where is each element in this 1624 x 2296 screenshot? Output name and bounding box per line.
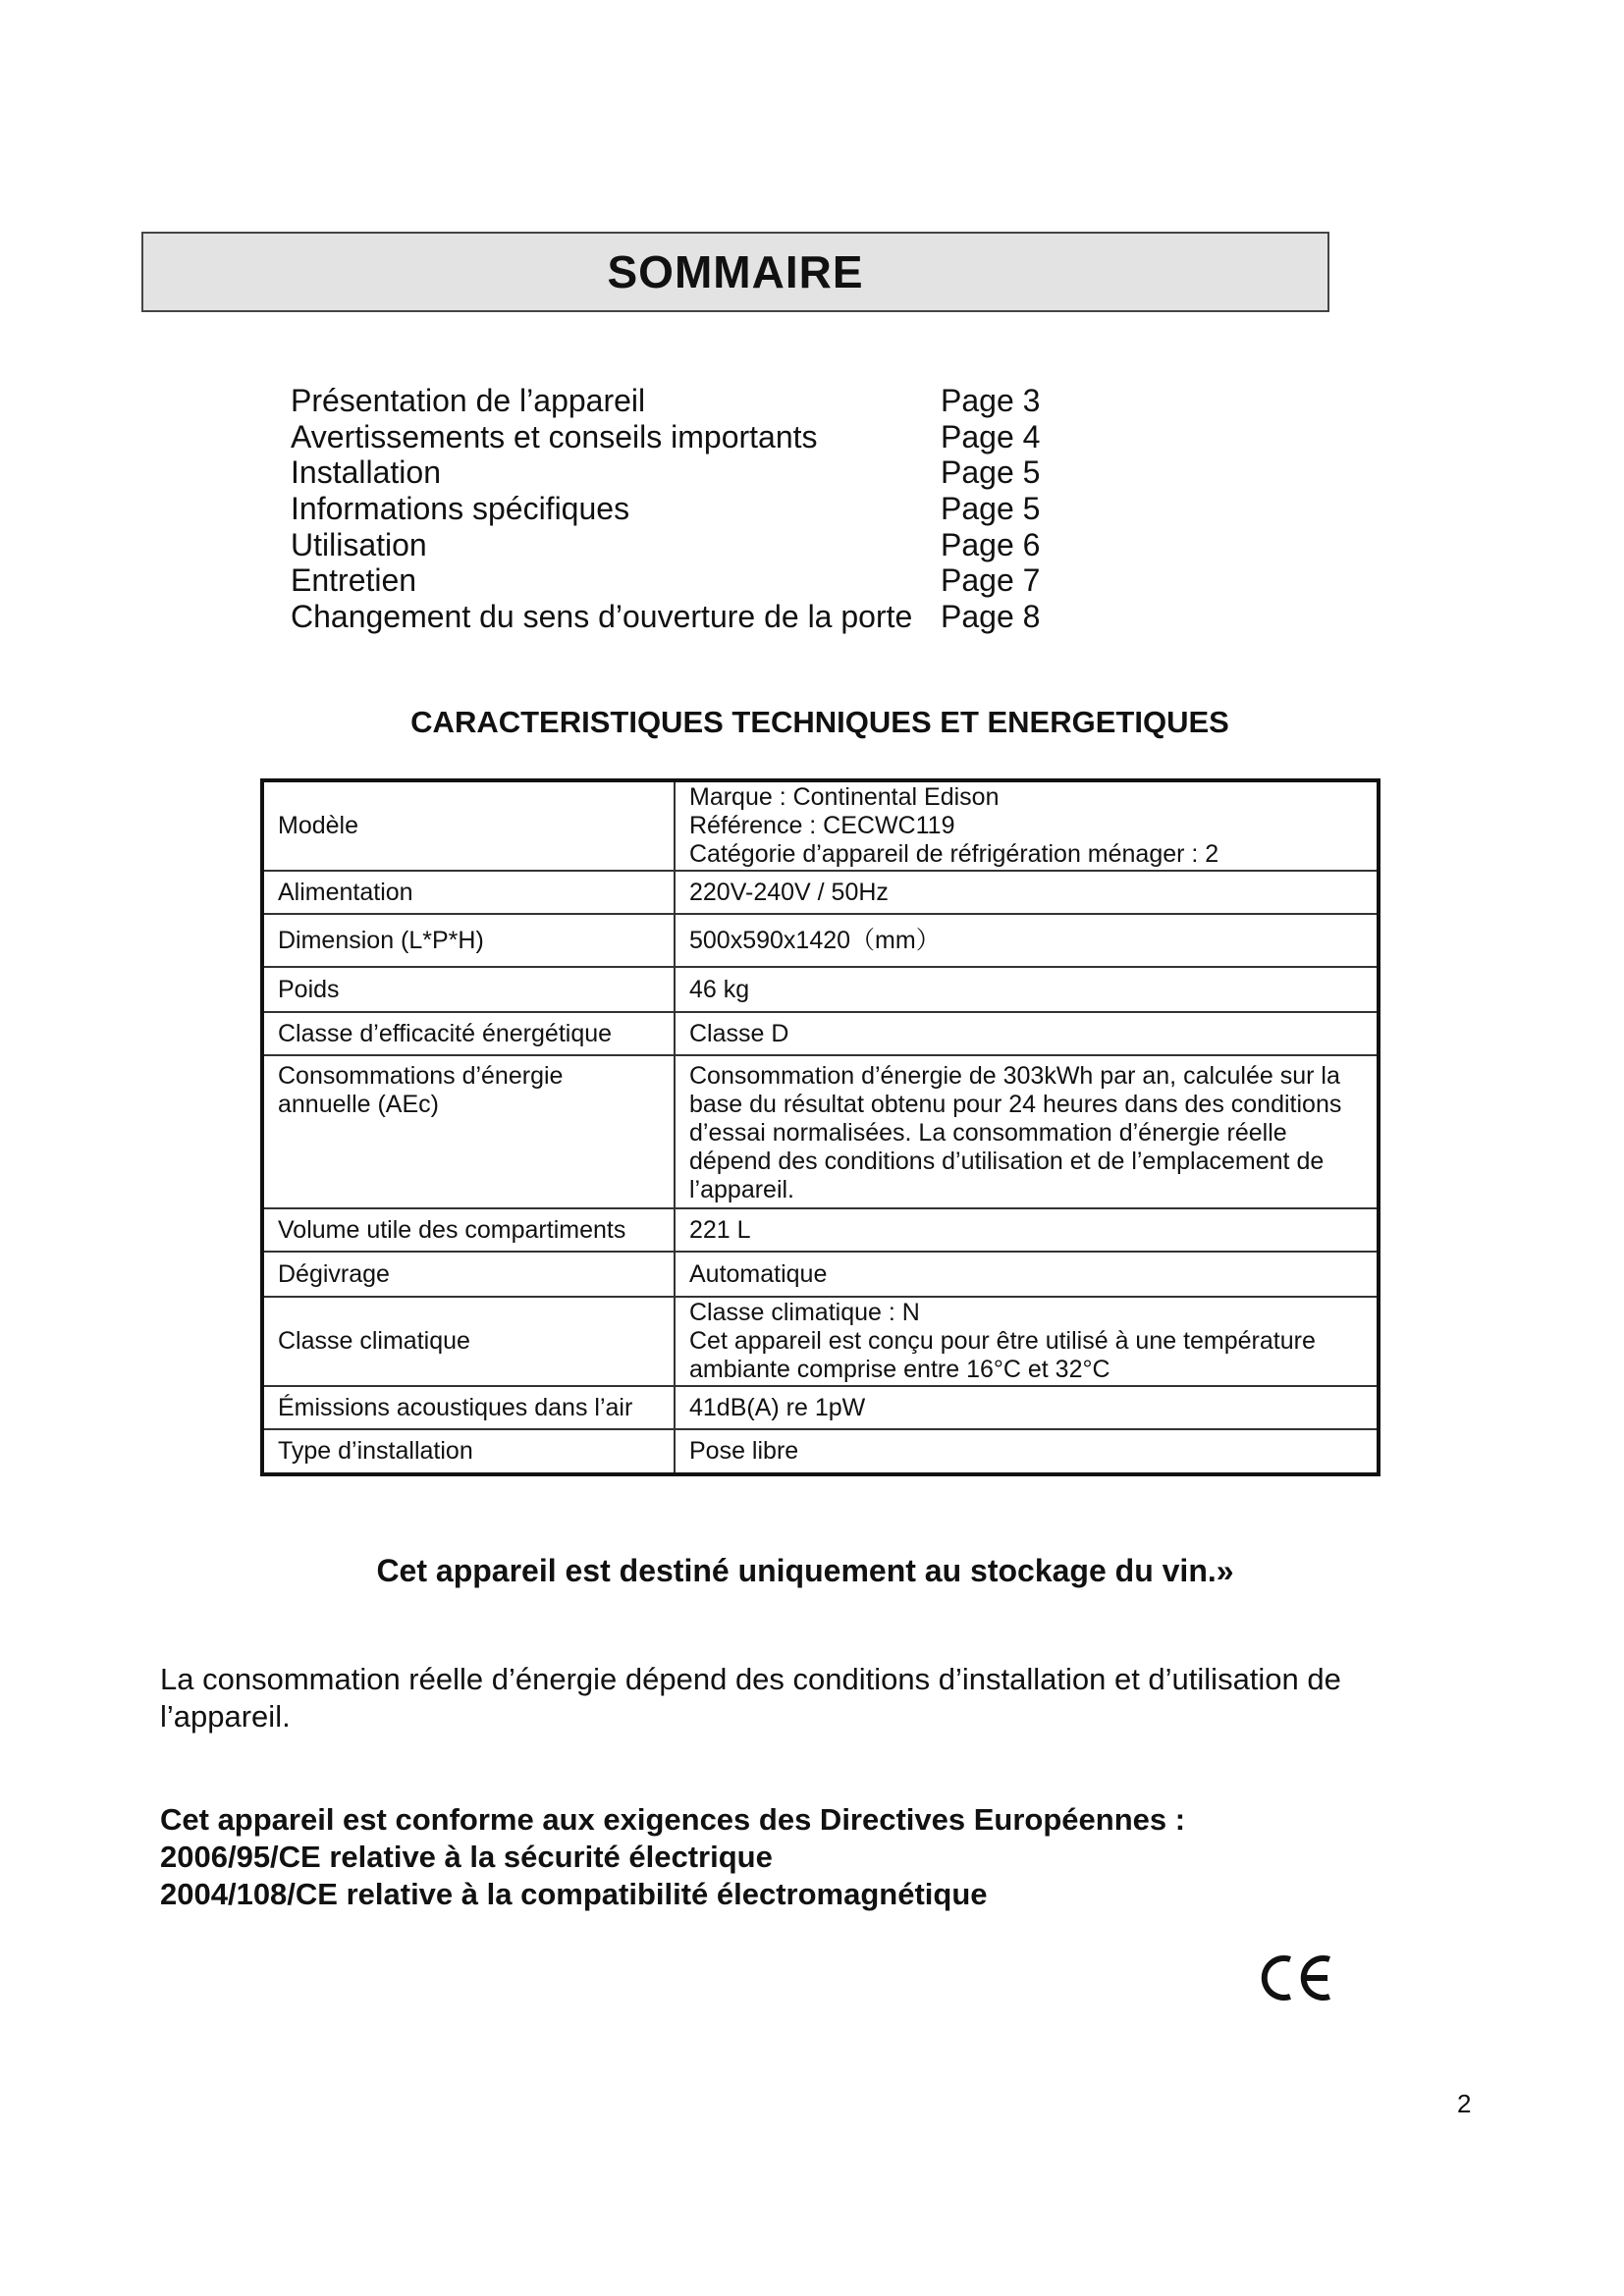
spec-value: 41dB(A) re 1pW (675, 1386, 1379, 1429)
toc-row (291, 454, 1076, 491)
table-row (262, 871, 1379, 914)
directive-line: Cet appareil est conforme aux exigences des Directives Européennes : (160, 1802, 1186, 1837)
table-row (262, 780, 1379, 871)
table-row (262, 1012, 1379, 1055)
spec-label: Émissions acoustiques dans l’air (262, 1386, 675, 1429)
table-row (262, 1055, 1379, 1208)
toc-page: Page 3 (941, 383, 1041, 418)
spec-value: Classe D (675, 1012, 1379, 1055)
toc-page: Page 4 (941, 418, 1041, 454)
toc-page: Page 5 (941, 454, 1041, 491)
toc-row (291, 527, 1076, 563)
consumption-paragraph: La consommation réelle d’énergie dépend des conditions d’installation et d’utilisation de l’appareil. (160, 1662, 1341, 1734)
specs-title: CARACTERISTIQUES TECHNIQUES ET ENERGETIQUES (410, 705, 1229, 739)
wine-storage-note: Cet appareil est destiné uniquement au stockage du vin.» (376, 1553, 1234, 1588)
toc-row (291, 562, 1076, 599)
spec-value: 220V-240V / 50Hz (675, 871, 1379, 914)
ce-mark-icon (1257, 1951, 1335, 2004)
spec-value: Consommation d’énergie de 303kWh par an, calculée sur la base du résultat obtenu pour 24 heures dans des conditions d’essai normalisées. La consommation d’énergie réelle dépend des conditions d’utilisation et de l’emplacement de l’appareil. (675, 1055, 1379, 1208)
page-title: SOMMAIRE (607, 246, 864, 297)
spec-value (675, 1297, 1379, 1386)
table-row (262, 967, 1379, 1012)
toc-page: Page 5 (941, 491, 1041, 527)
spec-label: Dimension (L*P*H) (262, 914, 675, 967)
page-title-box (141, 232, 1329, 312)
toc-label: Changement du sens d’ouverture de la porte (291, 599, 913, 635)
table-row (262, 1252, 1379, 1297)
spec-label: Consommations d’énergie annuelle (AEc) (262, 1055, 675, 1208)
toc-label: Informations spécifiques (291, 491, 630, 527)
spec-value: Automatique (675, 1252, 1379, 1297)
toc-row (291, 419, 1076, 455)
spec-label: Classe d’efficacité énergétique (262, 1012, 675, 1055)
toc-page: Page 8 (941, 599, 1041, 635)
spec-label: Classe climatique (262, 1297, 675, 1386)
spec-value-line: Marque : Continental Edison (689, 783, 1000, 811)
toc-page: Page 7 (941, 562, 1041, 599)
directive-line: 2006/95/CE relative à la sécurité électrique (160, 1840, 773, 1874)
toc-label: Utilisation (291, 526, 427, 562)
table-row (262, 1297, 1379, 1386)
toc-label: Présentation de l’appareil (291, 383, 646, 418)
toc-label: Entretien (291, 562, 417, 599)
toc-page: Page 6 (941, 526, 1041, 562)
specs-table (260, 778, 1380, 1476)
spec-value: 221 L (675, 1208, 1379, 1252)
page-number: 2 (1457, 2089, 1472, 2118)
spec-label: Poids (262, 967, 675, 1012)
table-row (262, 1386, 1379, 1429)
toc-row (291, 491, 1076, 527)
toc-label: Installation (291, 454, 441, 491)
table-of-contents (291, 383, 1076, 635)
toc-row (291, 599, 1076, 635)
spec-label: Alimentation (262, 871, 675, 914)
spec-value: 500x590x1420（mm） (675, 914, 1379, 967)
toc-label: Avertissements et conseils importants (291, 418, 818, 454)
table-row (262, 1429, 1379, 1474)
spec-value-line: Classe climatique : N (689, 1299, 920, 1326)
toc-row (291, 383, 1076, 419)
spec-label: Modèle (262, 780, 675, 871)
table-row (262, 1208, 1379, 1252)
spec-label: Dégivrage (262, 1252, 675, 1297)
directives-block (160, 1801, 1436, 1913)
spec-value-line: Référence : CECWC119 (689, 812, 955, 839)
spec-value (675, 780, 1379, 871)
spec-value-line: Cet appareil est conçu pour être utilisé à une température ambiante comprise entre 16°C et 32°C (689, 1327, 1316, 1383)
spec-label: Type d’installation (262, 1429, 675, 1474)
directive-line: 2004/108/CE relative à la compatibilité électromagnétique (160, 1877, 988, 1911)
table-row (262, 914, 1379, 967)
spec-label: Volume utile des compartiments (262, 1208, 675, 1252)
spec-value: Pose libre (675, 1429, 1379, 1474)
spec-value: 46 kg (675, 967, 1379, 1012)
spec-value-line: Catégorie d’appareil de réfrigération ménager : 2 (689, 840, 1219, 868)
